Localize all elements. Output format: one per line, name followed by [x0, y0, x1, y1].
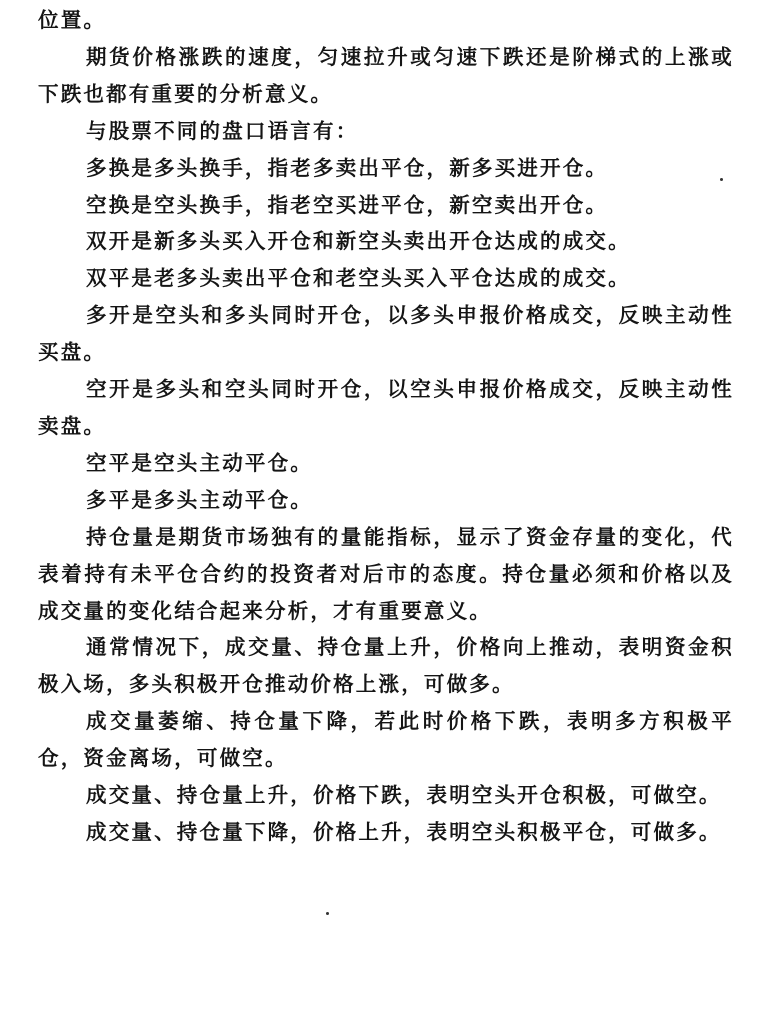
- paragraph-3: 与股票不同的盘口语言有：: [86, 118, 359, 143]
- paragraph-13: 通常情况下，成交量、持仓量上升，价格向上推动，表明资金积极入场，多头积极开仓推动价格上涨，可做多。: [38, 635, 734, 697]
- paragraph-1: 位置。: [38, 8, 107, 32]
- paragraph-12: 持仓量是期货市场独有的量能指标，显示了资金存量的变化，代表着持有未平仓合约的投资者对后市的态度。持仓量必须和价格以及成交量的变化结合起来分析，才有重要意义。: [38, 524, 734, 623]
- paragraph-14: 成交量萎缩、持仓量下降，若此时价格下跌，表明多方积极平仓，资金离场，可做空。: [38, 709, 734, 771]
- paragraph-4: 多换是多头换手，指老多卖出平仓，新多买进开仓。: [86, 155, 609, 180]
- paragraph-2: 期货价格涨跌的速度，匀速拉升或匀速下跌还是阶梯式的上涨或下跌也都有重要的分析意义。: [38, 44, 734, 106]
- paragraph-7: 双平是老多头卖出平仓和老空头买入平仓达成的成交。: [86, 266, 631, 291]
- scan-speck: [326, 912, 329, 915]
- paragraph-6: 双开是新多头买入开仓和新空头卖出开仓达成的成交。: [86, 229, 631, 254]
- paragraph-8: 多开是空头和多头同时开仓，以多头申报价格成交，反映主动性买盘。: [38, 303, 734, 365]
- paragraph-15: 成交量、持仓量上升，价格下跌，表明空头开仓积极，可做空。: [86, 783, 722, 808]
- paragraph-10: 空平是空头主动平仓。: [86, 450, 313, 475]
- paragraph-5: 空换是空头换手，指老空买进平仓，新空卖出开仓。: [86, 192, 609, 217]
- paragraph-9: 空开是多头和空头同时开仓，以空头申报价格成交，反映主动性卖盘。: [38, 377, 734, 438]
- paragraph-16: 成交量、持仓量下降，价格上升，表明空头积极平仓，可做多。: [86, 819, 722, 844]
- scan-speck: [720, 178, 723, 181]
- paragraph-11: 多平是多头主动平仓。: [86, 487, 313, 512]
